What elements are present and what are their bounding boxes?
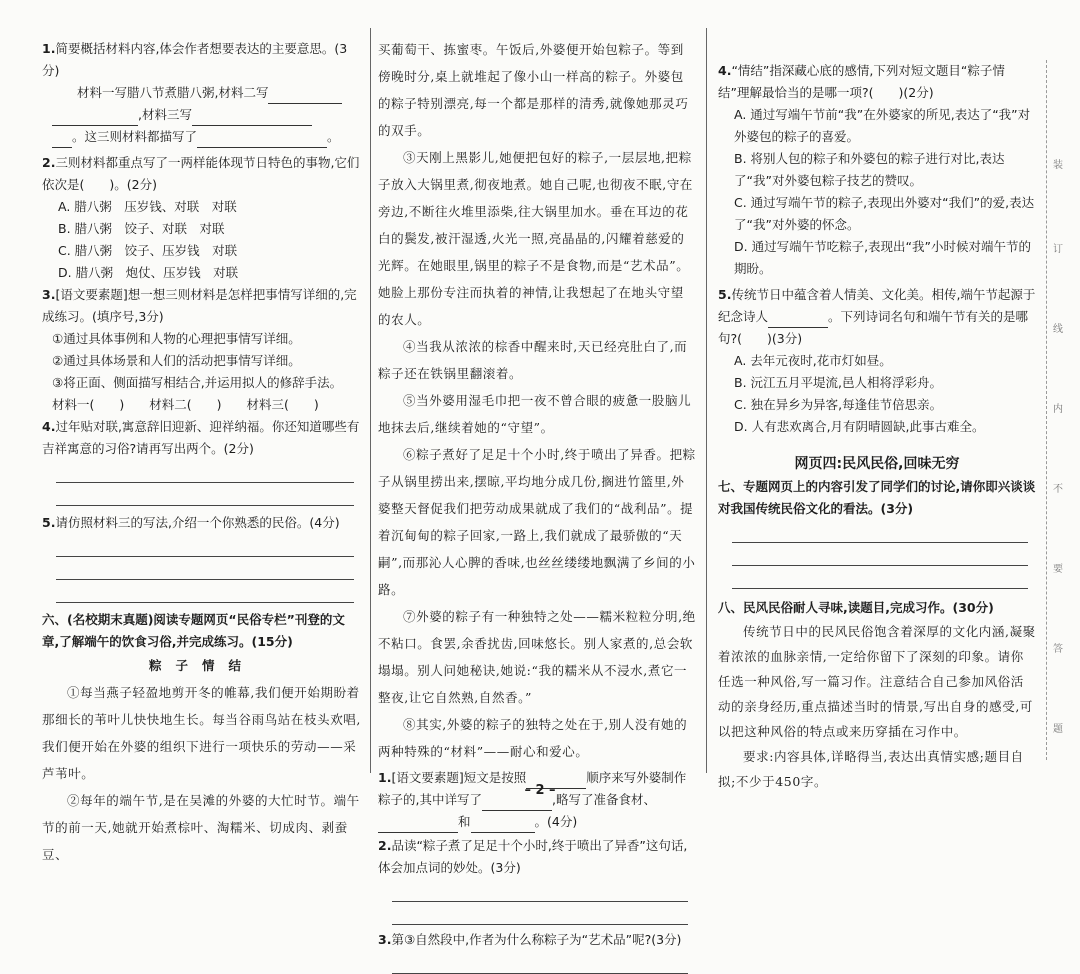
q1-end: 。: [327, 129, 340, 144]
question-5: 5.请仿照材料三的写法,介绍一个你熟悉的民俗。(4分): [42, 515, 340, 530]
q5-answer-line-1[interactable]: [56, 534, 354, 557]
margin-char-2: 订: [1053, 244, 1063, 255]
q5-answer-line-3[interactable]: [56, 580, 354, 603]
section-7-heading: 七、专题网页上的内容引发了同学们的讨论,请你即兴谈谈对我国传统民俗文化的看法。(3分): [718, 479, 1036, 516]
q4-answer-line-2[interactable]: [56, 483, 354, 506]
essay-requirements: 要求:内容具体,详略得当,表达出真情实感;题目自拟;不少于450字。: [718, 749, 1024, 789]
margin-char-6: 要: [1053, 564, 1063, 575]
q3-fill[interactable]: 材料一( ) 材料二( ) 材料三( ): [52, 397, 319, 412]
webpage-4-banner: 网页四:民风民俗,回味无穷: [794, 456, 960, 472]
mq1-blank-3[interactable]: [378, 832, 458, 833]
q1-line-b: ,材料三写: [138, 107, 192, 122]
margin-char-1: 装: [1053, 160, 1063, 171]
mq1-blank-4[interactable]: [471, 832, 535, 833]
margin-char-3: 线: [1053, 324, 1063, 335]
column-divider-2: [706, 28, 707, 773]
article-paragraph-6: ⑥粽子煮好了足足十个小时,终于喷出了异香。把粽子从锅里捞出来,摆晾,平均地分成几份,搁进竹篮里,外婆整天督促我们把劳动成果就成了我们的“战利品”。提着沉甸甸的粽子回家,一路上,我们就成了最骄傲的“天嗣”,而那沁人心脾的香味,也丝丝缕缕地飘满了乡间的小路。: [378, 447, 696, 597]
mq1-blank-2[interactable]: [482, 810, 552, 811]
middle-column: [378, 36, 696, 947]
mid-question-3: 3.第③自然段中,作者为什么称粽子为“艺术品”呢?(3分): [378, 932, 682, 947]
mid-question-2: 2.品读“粽子煮了足足十个小时,终于喷出了异香”这句话,体会加点词的妙处。(3分): [378, 838, 688, 875]
article-paragraph-2-cont: 买葡萄干、拣蜜枣。午饭后,外婆便开始包粽子。等到傍晚时分,桌上就堆起了像小山一样高的粽子。外婆包的粽子特别漂亮,每一个都是那样的清秀,就像她那灵巧的双手。: [378, 42, 689, 138]
right-question-4: 4.“情结”指深藏心底的感情,下列对短文题目“粽子情结”理解最恰当的是哪一项?( )(2分): [718, 63, 1005, 100]
binding-margin: [1046, 60, 1075, 760]
q2-option-d[interactable]: D. 腊八粥 炮仗、压岁钱 对联: [58, 265, 239, 280]
s7-answer-line-2[interactable]: [732, 543, 1028, 566]
article-paragraph-5: ⑤当外婆用湿毛巾把一夜不曾合眼的疲惫一股脑儿地抹去后,继续着她的“守望”。: [378, 393, 692, 435]
right-question-5: 5.传统节日中蕴含着人情美、文化美。相传,端午节起源于纪念诗人 。下列诗词名句和端午节有关的是哪句?( )(3分): [718, 287, 1036, 346]
article-paragraph-4: ④当我从浓浓的棕香中醒来时,天已经亮肚白了,而粽子还在铁锅里翻滚着。: [378, 339, 688, 381]
q2-options: [42, 196, 362, 284]
q2-option-b[interactable]: B. 腊八粥 饺子、对联 对联: [58, 221, 225, 236]
rq4-option-b[interactable]: B. 将别人包的粽子和外婆包的粽子进行对比,表达了“我”对外婆包粽子技艺的赞叹。: [734, 151, 1005, 188]
article-paragraph-7: ⑦外婆的粽子有一种独特之处——糯米粒粒分明,绝不粘口。食罢,余香扰齿,回味悠长。别人家煮的,总会软塌塌。别人问她秘诀,她说:“我的糯米从不浸水,煮它一整夜,让它自然熟,自然香。”: [378, 609, 696, 705]
q5-answer-line-2[interactable]: [56, 557, 354, 580]
margin-char-5: 不: [1053, 484, 1063, 495]
article-paragraph-1: ①每当燕子轻盈地剪开冬的帷幕,我们便开始期盼着那细长的苇叶儿快快地生长。每当谷雨鸟站在枝头欢唱,我们便开始在外婆的组织下进行一项快乐的劳动——采芦苇叶。: [42, 685, 361, 781]
s7-answer-line-1[interactable]: [732, 520, 1028, 543]
q2-option-a[interactable]: A. 腊八粥 压岁钱、对联 对联: [58, 199, 237, 214]
article-paragraph-2: ②每年的端午节,是在吴滩的外婆的大忙时节。端午节的前一天,她就开始煮棕叶、淘糯米、切成肉、剥蚕豆、: [42, 793, 360, 862]
q1-blank-5[interactable]: [197, 147, 327, 148]
rq5-option-d[interactable]: D. 人有悲欢离合,月有阴晴圆缺,此事古难全。: [734, 419, 985, 434]
margin-char-4: 内: [1053, 404, 1063, 415]
q3-item-1: ①通过具体事例和人物的心理把事情写详细。: [52, 331, 301, 346]
rq5-option-b[interactable]: B. 沅江五月平堤流,邑人相将浮彩舟。: [734, 375, 942, 390]
mid-question-1: 1.[语文要素题]短文是按照 顺序来写外婆制作粽子的,其中详写了 ,略写了准备食材、和 。(4分): [378, 767, 696, 833]
rq4-option-c[interactable]: C. 通过写端午节的粽子,表现出外婆对“我们”的爱,表达了“我”对外婆的怀念。: [734, 195, 1035, 232]
page-number: – 2 –: [524, 783, 556, 798]
section-8-heading: 八、民风民俗耐人寻味,读题目,完成习作。(30分): [718, 600, 994, 615]
question-4: 4.过年贴对联,寓意辞旧迎新、迎祥纳福。你还知道哪些有吉祥寓意的习俗?请再写出两个。(2分): [42, 419, 360, 456]
column-divider-1: [370, 28, 371, 773]
q1-blank-4[interactable]: [52, 147, 72, 148]
mq2-answer-line-2[interactable]: [392, 902, 688, 925]
q1-line-c: 。这三则材料都描写了: [72, 129, 198, 144]
rq5-option-c[interactable]: C. 独在异乡为异客,每逢佳节倍思亲。: [734, 397, 943, 412]
right-column: [718, 60, 1036, 869]
q3-item-2: ②通过具体场景和人们的活动把事情写详细。: [52, 353, 301, 368]
question-1: 1.简要概括材料内容,体会作者想要表达的主要意思。(3分): [42, 41, 348, 78]
margin-char-7: 答: [1053, 644, 1063, 655]
q4-answer-line-1[interactable]: [56, 460, 354, 483]
margin-char-8: 题: [1053, 724, 1063, 735]
article-title: 粽子情结: [148, 658, 255, 673]
q1-line-a: 材料一写腊八节煮腊八粥,材料二写: [77, 85, 269, 100]
rq5-blank[interactable]: [768, 327, 828, 328]
article-paragraph-8: ⑧其实,外婆的粽子的独特之处在于,别人没有她的两种特殊的“材料”——耐心和爱心。: [378, 717, 688, 759]
mq2-answer-line-1[interactable]: [392, 879, 688, 902]
left-column: [42, 38, 362, 862]
q2-option-c[interactable]: C. 腊八粥 饺子、压岁钱 对联: [58, 243, 238, 258]
mq3-answer-line-1[interactable]: [392, 951, 688, 974]
question-3: 3.[语文要素题]想一想三则材料是怎样把事情写详细的,完成练习。(填序号,3分): [42, 287, 357, 324]
article-paragraph-3: ③天刚上黑影儿,她便把包好的粽子,一层层地,把粽子放入大锅里煮,彻夜地煮。她自己呢,也彻夜不眠,守在旁边,不断往火堆里添柴,往大锅里加水。垂在耳边的花白的鬓发,被汗湿透,火光一照,亮晶晶的,闪耀着慈爱的光辉。在她眼里,锅里的粽子不是食物,而是“艺术品”。她脸上那份专注而执着的神情,让我想起了在地头守望的农人。: [378, 150, 694, 327]
section-6-heading: 六、(名校期末真题)阅读专题网页“民俗专栏”刊登的文章,了解端午的饮食习俗,并完成练习。(15分): [42, 612, 345, 649]
rq5-option-a[interactable]: A. 去年元夜时,花市灯如昼。: [734, 353, 892, 368]
rq4-option-a[interactable]: A. 通过写端午节前“我”在外婆家的所见,表达了“我”对外婆包的粽子的喜爱。: [734, 107, 1031, 144]
q3-item-3: ③将正面、侧面描写相结合,并运用拟人的修辞手法。: [52, 375, 343, 390]
essay-prompt: 传统节日中的民风民俗饱含着深厚的文化内涵,凝聚着浓浓的血脉亲情,一定给你留下了深刻的印象。请你任选一种风俗,写一篇习作。注意结合自己参加风俗活动的亲身经历,重点描述当时的情景,写出自身的感受,可以把这种风俗的特点或来历穿插在习作中。: [718, 624, 1036, 739]
rq4-option-d[interactable]: D. 通过写端午节吃粽子,表现出“我”小时候对端午节的期盼。: [734, 239, 1031, 276]
s7-answer-line-3[interactable]: [732, 566, 1028, 589]
question-2: 2.三则材料都重点写了一两样能体现节日特色的事物,它们依次是( )。(2分): [42, 155, 360, 192]
